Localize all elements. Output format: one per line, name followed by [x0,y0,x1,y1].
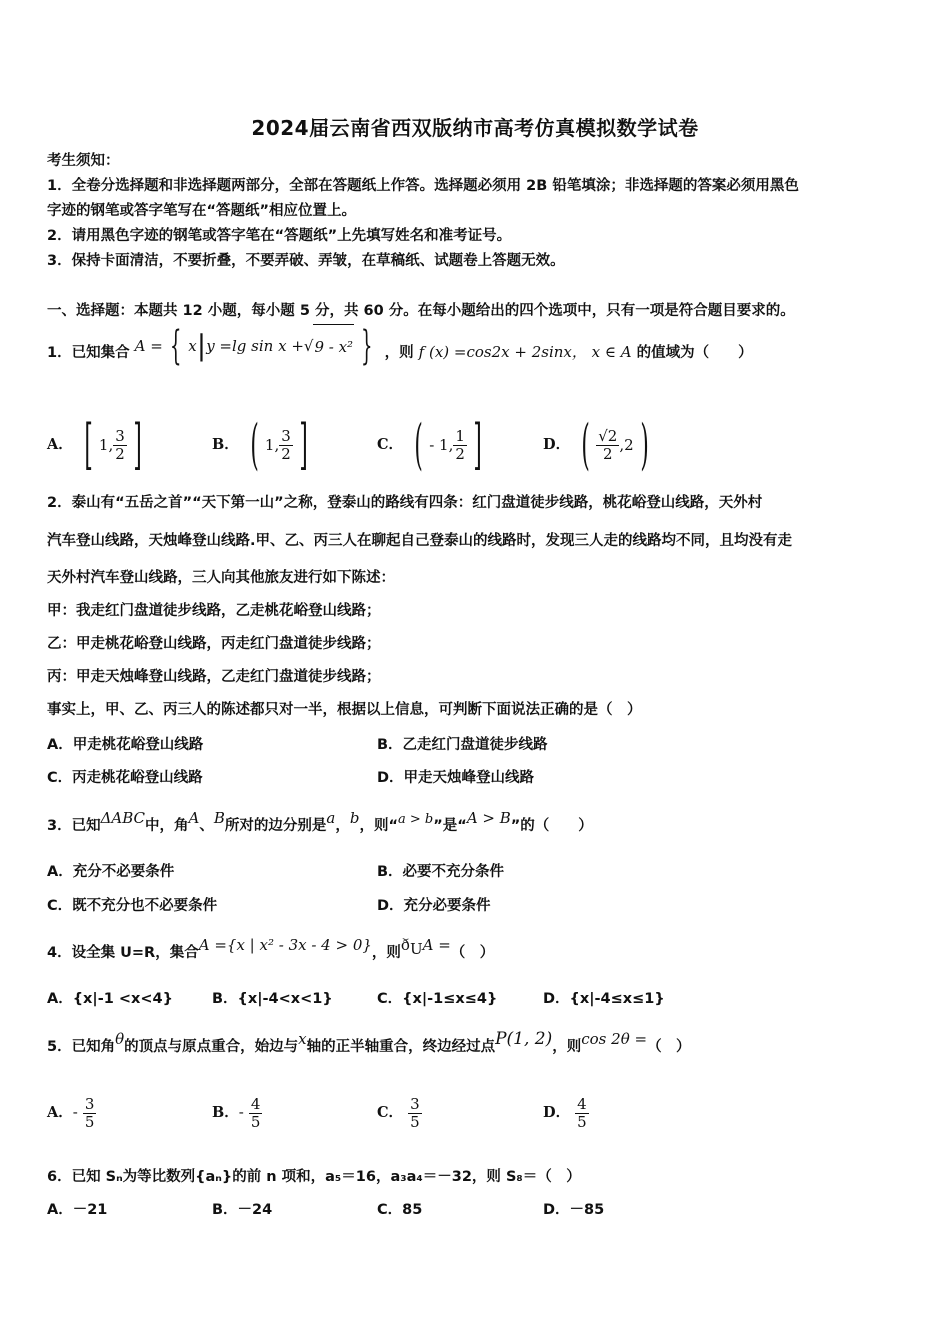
q3-text-5: ”是“ [433,818,467,834]
q3-condition-1: a > b [398,812,434,827]
q1-option-a[interactable] [47,413,148,476]
q1-set-body: y =lg sin x + [206,337,304,355]
q5-option-a[interactable] [47,1092,96,1133]
q5-theta: θ [115,1030,125,1048]
q5-expression: cos 2θ = [581,1030,648,1048]
q5-text-5: （ ） [647,1039,691,1055]
q4-option-d[interactable]: D．{x|-4≤x≤1} [543,991,665,1007]
q1-func: f (x) =cos2x + 2sinx， x ∈ A [418,343,632,361]
q1-c-close: ] [473,413,482,476]
q1-set-lhs: A = [134,337,163,355]
question-6: 6．已知 Sₙ为等比数列{aₙ}的前 n 项和，a₅＝16，a₃a₄＝－32，则 S₈＝（ ） [47,1169,581,1185]
q3-angle-b: B [213,809,225,827]
question-5 [47,1029,691,1057]
q3-text-2: 中，角 [145,818,189,834]
q2-question: 事实上，甲、乙、丙三人的陈述都只对一半，根据以上信息，可判断下面说法正确的是（ ） [47,702,642,718]
q3-option-b[interactable]: B．必要不充分条件 [377,864,505,880]
q1-d-open: ( [581,413,590,476]
q2-line-2: 汽车登山线路，天烛峰登山线路.甲、乙、丙三人在聊起自己登泰山的线路时，发现三人走的线路均不同，且均没有走 [47,533,793,549]
option-label: B． [212,1104,239,1121]
option-label: A． [47,436,73,453]
q5-option-b[interactable] [212,1092,262,1133]
q4-option-b[interactable]: B．{x|-4<x<1} [212,991,333,1007]
q2-option-b[interactable]: B．乙走红门盘道徒步线路 [377,737,548,753]
q5-a-num: 3 [84,1094,95,1113]
q3-sep: 、 [199,818,214,834]
q5-a-den: 5 [84,1112,95,1131]
q1-sqrt: 9 - x² [313,324,354,369]
question-3 [47,809,593,837]
q6-option-a[interactable]: A．－21 [47,1202,108,1218]
q3-option-c[interactable]: C．既不充分也不必要条件 [47,898,218,914]
q6-option-b[interactable]: B．－24 [212,1202,273,1218]
q3-text-3: 所对的边分别是 [224,818,327,834]
q5-c-den: 5 [410,1112,420,1131]
q1-c-den: 2 [455,444,465,463]
q3-option-a[interactable]: A．充分不必要条件 [47,864,175,880]
q5-d-den: 5 [577,1112,587,1131]
q4-text-1: 4．设全集 U=R，集合 [47,945,199,961]
q1-a-den: 2 [115,444,125,463]
q6-option-d[interactable]: D．－85 [543,1202,605,1218]
question-4 [47,936,495,966]
q5-text-1: 5．已知角 [47,1039,116,1055]
q1-set: A = { x | y =lg sin x + √ 9 - x² } [134,323,373,369]
q1-b-open: ( [250,413,259,476]
q4-option-c[interactable]: C．{x|-1≤x≤4} [377,991,498,1007]
q3-side-a: a [326,809,336,827]
page-title: 2024届云南省西双版纳市高考仿真模拟数学试卷 [251,116,699,140]
q1-option-d[interactable] [543,413,655,476]
q2-option-d[interactable]: D．甲走天烛峰登山线路 [377,770,535,786]
q5-text-4: ，则 [552,1039,582,1055]
q6-option-c[interactable]: C．85 [377,1202,423,1218]
q5-text-3: 轴的正半轴重合，终边经过点 [306,1039,496,1055]
q4-complement-symbol: ð [400,936,410,954]
option-label: C． [377,1104,404,1121]
q4-option-a[interactable]: A．{x|-1 <x<4} [47,991,173,1007]
notice-line-1b: 字迹的钢笔或答字笔写在“答题纸”相应位置上。 [47,203,357,219]
option-label: D． [543,436,571,453]
q1-option-c[interactable] [377,413,488,476]
option-label: C． [377,436,404,453]
q1-b-den: 2 [281,444,291,463]
notice-line-3: 3．保持卡面清洁，不要折叠，不要弄破、弄皱，在草稿纸、试题卷上答题无效。 [47,253,565,269]
q1-suffix: 的值域为（ ） [636,345,753,361]
q5-a-sign: - [72,1103,78,1121]
q1-mid: ，则 [384,345,414,361]
q3-triangle: ΔABC [100,809,146,827]
q1-b-left: 1, [264,436,280,454]
q1-a-num: 3 [115,426,125,445]
q5-b-den: 5 [250,1112,261,1131]
q1-a-close: ] [133,413,142,476]
q4-text-3: （ ） [450,945,495,961]
q1-c-left: - 1, [429,436,454,454]
q1-d-num: √2 [598,426,618,445]
option-label: D． [543,1104,571,1121]
q4-text-2: ，则 [371,945,401,961]
q3-angle-a: A [188,809,200,827]
q4-complement-a: A = [422,936,451,954]
section-heading: 一、选择题：本题共 12 小题，每小题 5 分，共 60 分。在每小题给出的四个选项中，只有一项是符合题目要求的。 [47,303,795,319]
q1-b-close: ] [299,413,308,476]
q4-complement-sub: U [409,939,423,958]
q1-d-den: 2 [603,444,613,463]
q3-text-4: ，则“ [359,818,399,834]
q2-statement-3: 丙：甲走天烛峰登山线路，乙走红门盘道徒步线路； [47,669,381,685]
q5-option-d[interactable] [543,1092,589,1133]
q1-set-var: x [188,337,197,355]
option-label: B． [212,436,239,453]
question-1 [47,323,753,376]
q3-text-1: 3．已知 [47,818,101,834]
q3-comma: ， [335,818,350,834]
q1-c-num: 1 [455,426,465,445]
q5-c-num: 3 [410,1094,420,1113]
q5-d-num: 4 [577,1094,587,1113]
q3-condition-2: A > B [466,809,511,827]
q5-point: P(1, 2) [495,1029,553,1049]
q2-statement-2: 乙：甲走桃花峪登山线路，丙走红门盘道徒步线路； [47,636,381,652]
q1-option-b[interactable] [212,413,314,476]
option-label: A． [47,1104,73,1121]
q2-line-1: 2．泰山有“五岳之首”“天下第一山”之称，登泰山的路线有四条：红门盘道徒步线路，桃花峪登山线路，天外村 [47,495,763,511]
notice-heading: 考生须知： [47,153,120,169]
q5-b-num: 4 [250,1094,261,1113]
q4-set: A ={x | x² - 3x - 4 > 0} [198,936,372,954]
q1-d-right: ,2 [619,436,634,454]
q5-x: x [298,1030,307,1048]
notice-line-2: 2．请用黑色字迹的钢笔或答字笔在“答题纸”上先填写姓名和准考证号。 [47,228,512,244]
q3-text-6: ”的（ ） [510,818,593,834]
q1-a-left: 1, [98,436,114,454]
q2-option-c[interactable]: C．丙走桃花峪登山线路 [47,770,203,786]
q3-side-b: b [349,809,360,827]
q1-a-open: [ [84,413,93,476]
q5-b-sign: - [238,1103,244,1121]
q2-statement-1: 甲：我走红门盘道徒步线路，乙走桃花峪登山线路； [47,603,381,619]
q2-option-a[interactable]: A．甲走桃花峪登山线路 [47,737,204,753]
q5-option-c[interactable] [377,1092,422,1133]
q3-option-d[interactable]: D．充分必要条件 [377,898,491,914]
q1-prefix: 1．已知集合 [47,345,130,361]
q2-line-3: 天外村汽车登山线路，三人向其他旅友进行如下陈述： [47,570,395,586]
notice-line-1a: 1．全卷分选择题和非选择题两部分，全部在答题纸上作答。选择题必须用 2B 铅笔填涂；非选择题的答案必须用黑色 [47,178,799,194]
q1-c-open: ( [414,413,423,476]
q5-text-2: 的顶点与原点重合，始边与 [124,1039,299,1055]
q1-b-num: 3 [281,426,291,445]
q1-d-close: ) [639,413,649,476]
